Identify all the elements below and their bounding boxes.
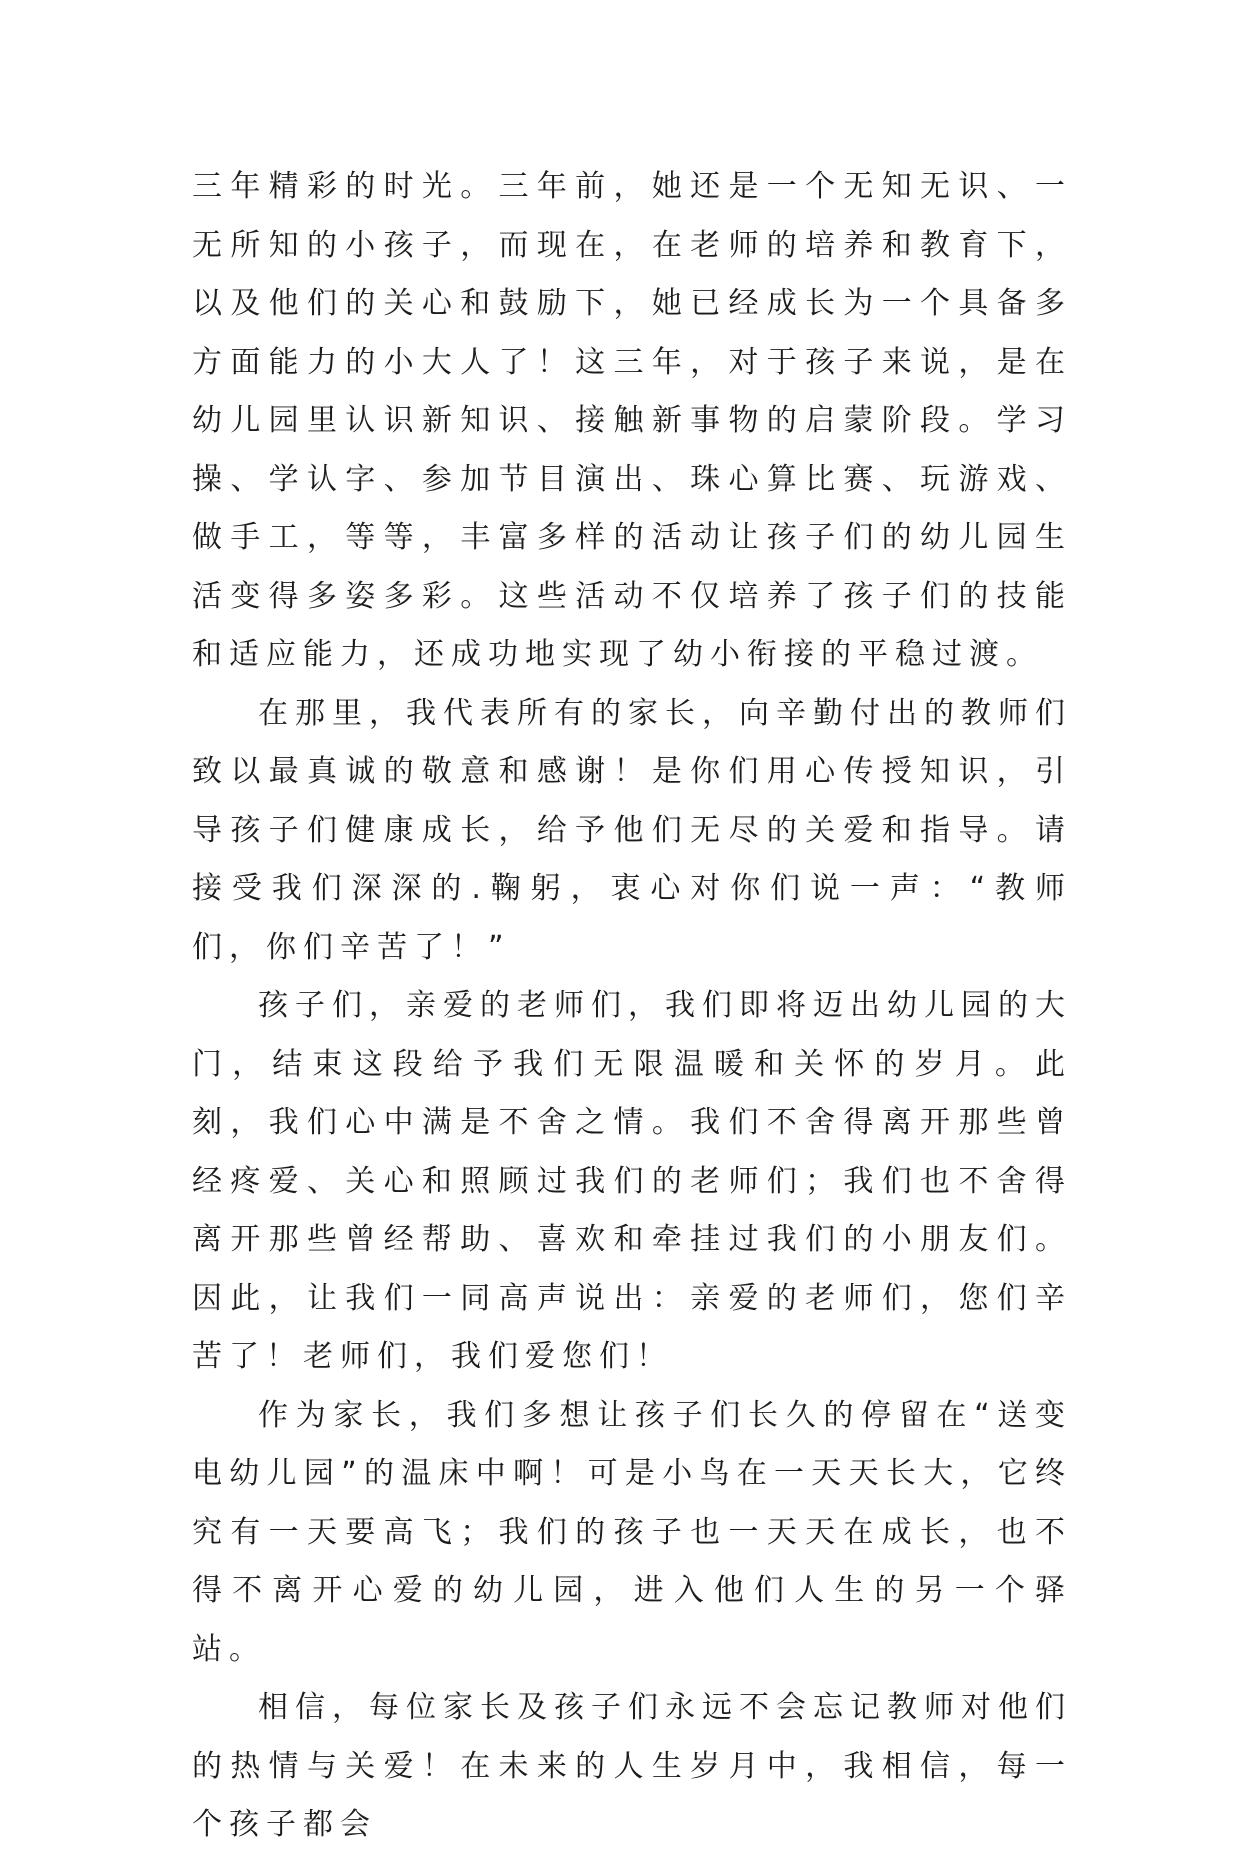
paragraph-3: 孩子们，亲爱的老师们，我们即将迈出幼儿园的大门，结束这段给予我们无限温暖和关怀的岁月。此刻，我们心中满是不舍之情。我们不舍得离开那些曾经疼爱、关心和照顾过我们的老师们；我们也不舍得离开那些曾经帮助、喜欢和牵挂过我们的小朋友们。因此，让我们一同高声说出：亲爱的老师们，您们辛苦了！老师们，我们爱您们！ bbox=[192, 988, 1072, 1374]
paragraph-4: 作为家长，我们多想让孩子们长久的停留在“送变电幼儿园”的温床中啊！可是小鸟在一天天长大，它终究有一天要高飞；我们的孩子也一天天在成长，也不得不离开心爱的幼儿园，进入他们人生的另一个驿站。 bbox=[192, 1397, 1072, 1667]
paragraph-2: 在那里，我代表所有的家长，向辛勤付出的教师们致以最真诚的敬意和感谢！是你们用心传授知识，引导孩子们健康成长，给予他们无尽的关爱和指导。请接受我们深深的.鞠躬，衷心对你们说一声：“教师们，你们辛苦了！” bbox=[192, 695, 1072, 965]
paragraph-1: 三年精彩的时光。三年前，她还是一个无知无识、一无所知的小孩子，而现在，在老师的培养和教育下，以及他们的关心和鼓励下，她已经成长为一个具备多方面能力的小大人了！这三年，对于孩子来说，是在幼儿园里认识新知识、接触新事物的启蒙阶段。学习操、学认字、参加节目演出、珠心算比赛、玩游戏、做手工，等等，丰富多样的活动让孩子们的幼儿园生活变得多姿多彩。这些活动不仅培养了孩子们的技能和适应能力，还成功地实现了幼小衔接的平稳过渡。 bbox=[192, 169, 1072, 672]
paragraph-5: 相信，每位家长及孩子们永远不会忘记教师对他们的热情与关爱！在未来的人生岁月中，我相信，每一个孩子都会 bbox=[192, 1690, 1072, 1842]
document-body bbox=[192, 158, 1072, 1855]
